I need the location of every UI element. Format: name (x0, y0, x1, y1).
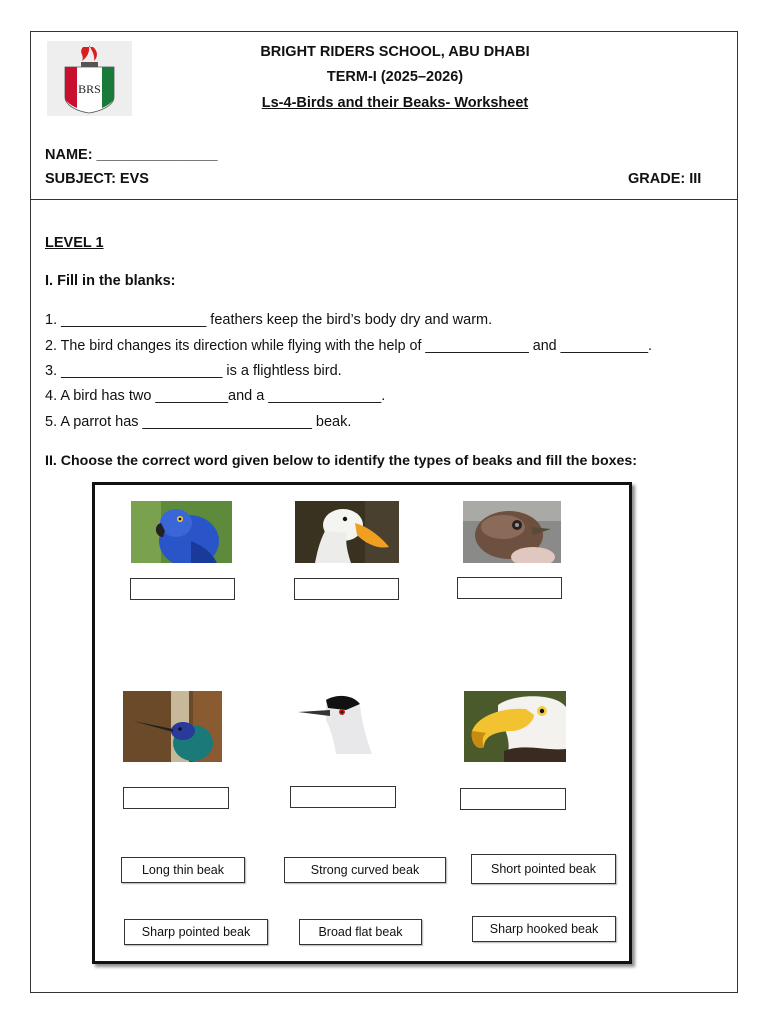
school-logo (47, 41, 132, 116)
question-5: 5. A parrot has _____________________ beak. (45, 414, 352, 430)
answer-box-duck[interactable] (294, 578, 399, 600)
question-1: 1. __________________ feathers keep the bird’s body dry and warm. (45, 312, 493, 328)
option-strong-curved-beak: Strong curved beak (284, 857, 446, 883)
option-broad-flat-beak: Broad flat beak (299, 919, 422, 945)
sparrow-image (463, 501, 561, 563)
duck-image (295, 501, 399, 563)
section2-heading: II. Choose the correct word given below to identify the types of beaks and fill the boxes: (45, 453, 638, 469)
hummingbird-image (123, 691, 222, 762)
answer-box-heron[interactable] (290, 786, 396, 808)
school-name: BRIGHT RIDERS SCHOOL, ABU DHABI (260, 44, 530, 60)
name-field: NAME: _______________ (45, 147, 218, 163)
logo-lettering: BRS (78, 82, 101, 96)
option-long-thin-beak: Long thin beak (121, 857, 245, 883)
answer-box-sparrow[interactable] (457, 577, 562, 599)
parrot-image (131, 501, 232, 563)
option-short-pointed-beak: Short pointed beak (471, 854, 616, 884)
header-divider (30, 199, 738, 200)
term: TERM-I (2025–2026) (326, 69, 464, 85)
heron-image (296, 692, 372, 754)
level-heading: LEVEL 1 (45, 235, 104, 251)
answer-box-hummingbird[interactable] (123, 787, 229, 809)
question-2: 2. The bird changes its direction while flying with the help of _____________ and ___________. (45, 338, 653, 354)
grade-field: GRADE: III (628, 171, 702, 187)
question-3: 3. ____________________ is a flightless bird. (45, 363, 342, 379)
section1-heading: I. Fill in the blanks: (45, 273, 176, 289)
answer-box-eagle[interactable] (460, 788, 566, 810)
subject-field: SUBJECT: EVS (45, 171, 149, 187)
option-sharp-hooked-beak: Sharp hooked beak (472, 916, 616, 942)
option-sharp-pointed-beak: Sharp pointed beak (124, 919, 268, 945)
answer-box-parrot[interactable] (130, 578, 235, 600)
worksheet-title: Ls-4-Birds and their Beaks- Worksheet (261, 95, 529, 111)
question-4: 4. A bird has two _________and a ______________. (45, 388, 386, 404)
eagle-image (464, 691, 566, 762)
